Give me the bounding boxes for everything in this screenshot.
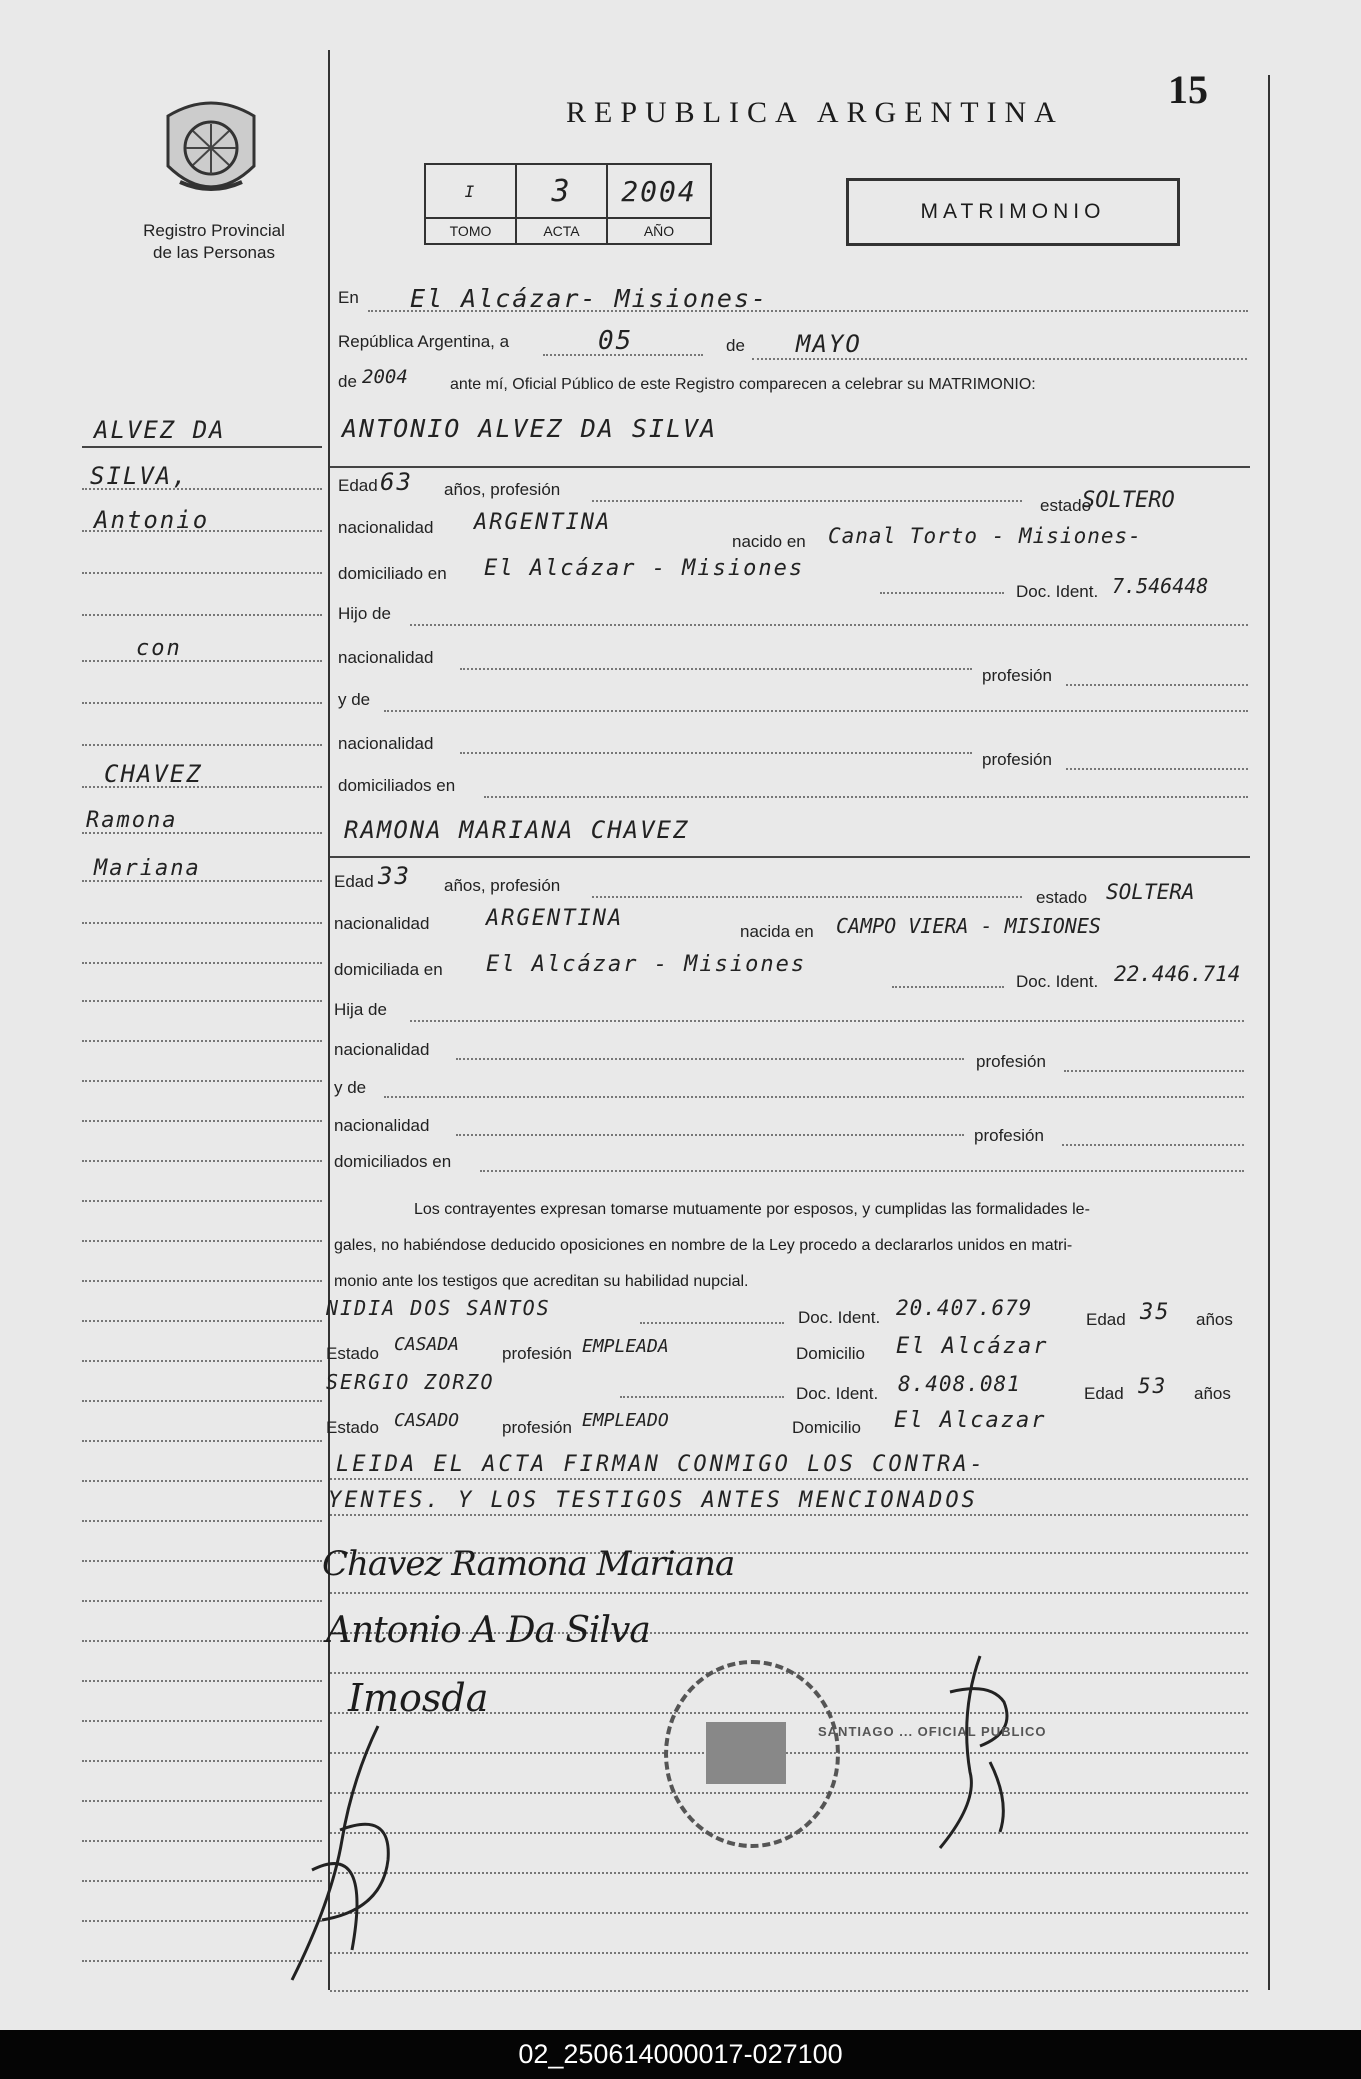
- groom-nac2-label: nacionalidad: [338, 648, 434, 667]
- bride-nacida-label: nacida en: [740, 922, 814, 941]
- bride-dom-line: [892, 986, 1004, 988]
- bride-top-rule: [330, 856, 1250, 858]
- groom-profesion-line: [592, 500, 1022, 502]
- witness2-estado: CASADO: [394, 1410, 460, 1431]
- groom-nac3-label: nacionalidad: [338, 734, 434, 753]
- day-value: 05: [598, 326, 634, 356]
- margin-divider: [328, 50, 330, 1990]
- bride-profesion-line: [592, 896, 1022, 898]
- witness2-name: SERGIO ZORZO: [326, 1370, 495, 1394]
- bride-doms-line: [480, 1170, 1244, 1172]
- witness1-estado: CASADA: [394, 1334, 460, 1355]
- witness2-dom-label: Domicilio: [792, 1418, 861, 1437]
- bride-nac-label: nacionalidad: [334, 914, 430, 933]
- signature-witness: Imosda: [348, 1676, 489, 1720]
- witness2-name-line: [620, 1396, 784, 1398]
- bride-nac2-label: nacionalidad: [334, 1040, 430, 1059]
- witness1-estado-label: Estado: [326, 1344, 379, 1363]
- groom-anos-label: años, profesión: [444, 480, 561, 499]
- bride-edad: 33: [378, 862, 411, 890]
- groom-hijo-label: Hijo de: [338, 604, 391, 623]
- groom-top-rule: [330, 466, 1250, 468]
- groom-doc: 7.546448: [1112, 574, 1209, 598]
- declaration-text: Los contrayentes expresan tomarse mutuamente por esposos, y cumplidas las formalidades le- gales, no habiéndose deducido oposiciones en nombre de la Ley procedo a declararlos unidos en matri- monio ante los testigos que acreditan su habilidad nupcial.: [334, 1201, 1090, 1290]
- registry-name: Registro Provincial de las Personas: [143, 221, 285, 262]
- groom-dom-line: [880, 592, 1004, 594]
- witness-signature-scribble-icon: [920, 1652, 1030, 1852]
- bride-prof2-label: profesión: [974, 1126, 1044, 1145]
- republica-label: República Argentina, a: [338, 332, 510, 351]
- stamp-center: [706, 1722, 786, 1784]
- bride-estado: SOLTERA: [1106, 880, 1195, 904]
- witness1-edad-label: Edad: [1086, 1310, 1126, 1329]
- month-line: [752, 358, 1247, 360]
- bride-nacionalidad: ARGENTINA: [486, 906, 624, 931]
- margin-note-con: con: [136, 636, 182, 661]
- bride-domicilio: El Alcázar - Misiones: [486, 952, 807, 977]
- witness2-anos-label: años: [1194, 1384, 1231, 1403]
- scan-footer-id: 02_250614000017-027100: [0, 2030, 1361, 2079]
- groom-nacido-label: nacido en: [732, 532, 806, 551]
- bride-nac3-label: nacionalidad: [334, 1116, 430, 1135]
- groom-estado-label: estado: [1040, 496, 1092, 515]
- bride-hija-line: [410, 1020, 1244, 1022]
- year-value: 2004: [362, 366, 408, 388]
- groom-dom-label: domiciliado en: [338, 564, 447, 583]
- stamp-text: SANTIAGO ... OFICIAL PUBLICO: [818, 1724, 1047, 1739]
- groom-domicilio: El Alcázar - Misiones: [484, 556, 805, 581]
- bride-yde-label: y de: [334, 1078, 367, 1097]
- bride-nac2-line: [456, 1058, 964, 1060]
- groom-edad: 63: [380, 468, 413, 496]
- witness1-edad: 35: [1140, 1300, 1171, 1325]
- bride-doc-label: Doc. Ident.: [1016, 972, 1099, 991]
- bride-nacida: CAMPO VIERA - MISIONES: [836, 914, 1101, 938]
- margin-note-line4: CHAVEZ: [104, 760, 203, 788]
- witness1-name: NIDIA DOS SANTOS: [326, 1296, 551, 1320]
- en-label: En: [338, 288, 359, 307]
- country-title: REPUBLICA ARGENTINA: [566, 96, 1064, 129]
- witness2-doc-label: Doc. Ident.: [796, 1384, 879, 1403]
- witness2-edad-label: Edad: [1084, 1384, 1124, 1403]
- bride-doc: 22.446.714: [1114, 962, 1241, 986]
- witness1-doc-label: Doc. Ident.: [798, 1308, 881, 1327]
- groom-doms-label: domiciliados en: [338, 776, 456, 795]
- groom-doc-label: Doc. Ident.: [1016, 582, 1099, 601]
- witness2-prof-label: profesión: [502, 1418, 572, 1437]
- witness2-doc: 8.408.081: [898, 1372, 1021, 1396]
- groom-name: ANTONIO ALVEZ DA SILVA: [342, 414, 718, 443]
- groom-nacionalidad: ARGENTINA: [474, 510, 612, 535]
- groom-prof2-label: profesión: [982, 750, 1052, 769]
- groom-yde-line: [384, 710, 1248, 712]
- margin-note-line1: ALVEZ DA: [94, 416, 226, 444]
- groom-estado: SOLTERO: [1082, 488, 1175, 513]
- groom-doms-line: [484, 796, 1248, 798]
- margin-note-line2: SILVA,: [90, 462, 189, 490]
- closing-line2: YENTES. Y LOS TESTIGOS ANTES MENCIONADOS: [328, 1488, 978, 1513]
- bride-dom-label: domiciliada en: [334, 960, 443, 979]
- witness1-doc: 20.407.679: [896, 1296, 1033, 1320]
- bride-prof2-line: [1062, 1144, 1244, 1146]
- witness1-name-line: [640, 1322, 784, 1324]
- bride-hija-label: Hija de: [334, 1000, 387, 1019]
- official-signature-scribble-icon: [282, 1720, 442, 1990]
- groom-nacido: Canal Torto - Misiones-: [828, 524, 1142, 548]
- groom-nac-label: nacionalidad: [338, 518, 434, 537]
- margin-note-line3: Antonio: [94, 506, 210, 534]
- preamble-text: ante mí, Oficial Público de este Registro comparecen a celebrar su MATRIMONIO:: [450, 376, 1036, 393]
- month-value: MAYO: [796, 330, 862, 358]
- bride-prof-line: [1064, 1070, 1244, 1072]
- groom-prof2-line: [1066, 768, 1248, 770]
- bride-edad-label: Edad: [334, 872, 374, 891]
- groom-hijo-line: [410, 624, 1248, 626]
- witness2-estado-label: Estado: [326, 1418, 379, 1437]
- groom-prof-line: [1066, 684, 1248, 686]
- signature-bride: Chavez Ramona Mariana: [322, 1544, 735, 1584]
- witness1-profesion: EMPLEADA: [582, 1336, 669, 1357]
- margin-note-line6: Mariana: [94, 856, 201, 881]
- doc-type-box: MATRIMONIO: [846, 178, 1180, 246]
- bride-estado-label: estado: [1036, 888, 1088, 907]
- groom-edad-label: Edad: [338, 476, 378, 495]
- margin-note-line5: Ramona: [86, 808, 178, 833]
- signature-groom: Antonio A Da Silva: [326, 1610, 650, 1651]
- margin-rule: [82, 446, 322, 448]
- bride-prof-label: profesión: [976, 1052, 1046, 1071]
- page-number: 15: [1168, 67, 1208, 112]
- witness2-edad: 53: [1138, 1374, 1168, 1398]
- bride-yde-line: [384, 1096, 1244, 1098]
- ano-value: 2004: [607, 164, 711, 218]
- acta-reference-box: [424, 163, 712, 245]
- ano-label: AÑO: [607, 218, 711, 244]
- groom-yde-label: y de: [338, 690, 371, 709]
- groom-nac3-line: [460, 752, 972, 754]
- bride-anos-label: años, profesión: [444, 876, 561, 895]
- groom-nac2-line: [460, 668, 972, 670]
- witness1-anos-label: años: [1196, 1310, 1233, 1329]
- bride-name: RAMONA MARIANA CHAVEZ: [344, 816, 690, 844]
- provincial-seal-icon: [158, 96, 264, 206]
- witness2-profesion: EMPLEADO: [582, 1410, 669, 1431]
- witness1-domicilio: El Alcázar: [896, 1334, 1049, 1359]
- tomo-value: I: [425, 164, 516, 218]
- witness1-dom-label: Domicilio: [796, 1344, 865, 1363]
- right-border: [1268, 75, 1270, 1990]
- place-value: El Alcázar- Misiones-: [410, 284, 769, 313]
- witness1-prof-label: profesión: [502, 1344, 572, 1363]
- bride-nac3-line: [456, 1134, 964, 1136]
- tomo-label: TOMO: [425, 218, 516, 244]
- acta-value: 3: [516, 164, 607, 218]
- witness2-domicilio: El Alcazar: [894, 1408, 1047, 1433]
- de-label: de: [726, 336, 745, 355]
- closing-line1: LEIDA EL ACTA FIRMAN CONMIGO LOS CONTRA-: [336, 1452, 986, 1477]
- year-prefix: de: [338, 372, 357, 391]
- bride-doms-label: domiciliados en: [334, 1152, 452, 1171]
- groom-prof-label: profesión: [982, 666, 1052, 685]
- acta-label: ACTA: [516, 218, 607, 244]
